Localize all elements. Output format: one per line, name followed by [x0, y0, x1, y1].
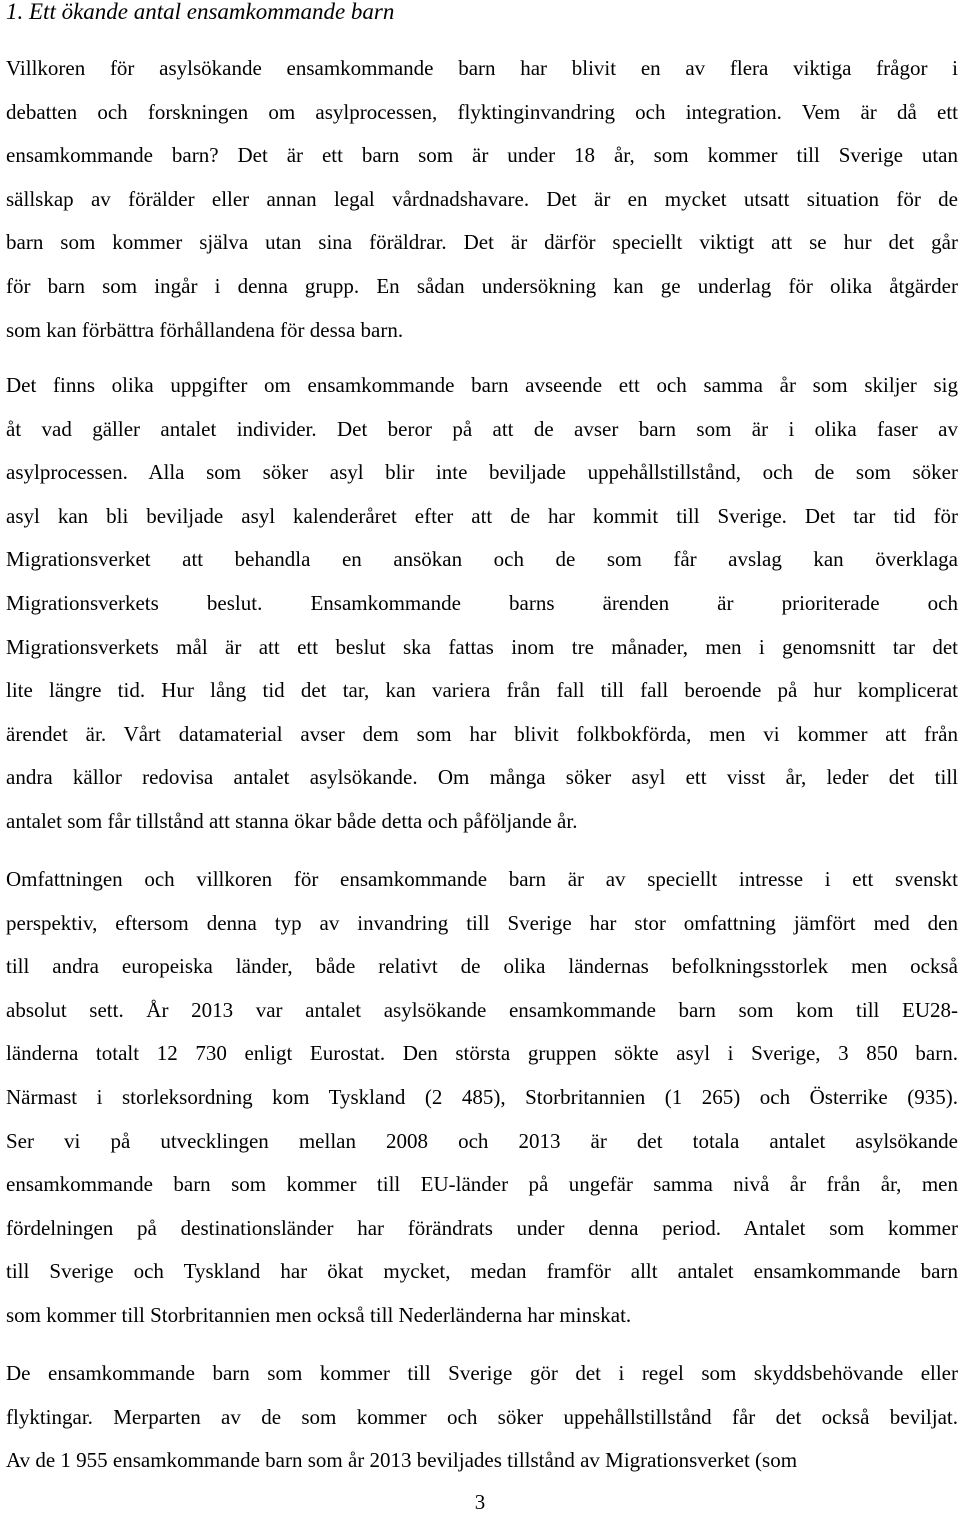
text-line: som kommer till Storbritannien men också till Nederländerna har minskat.	[6, 1302, 632, 1327]
text-line: Villkoren för asylsökande ensamkommande barn har blivit en av flera viktiga frågor i	[6, 56, 958, 80]
page-number: 3	[474, 1490, 486, 1514]
section-heading: 1. Ett ökande antal ensamkommande barn	[6, 0, 395, 24]
text-line: åt vad gäller antalet individer. Det beror på att de avser barn som är i olika faser av	[6, 416, 958, 441]
paragraph-3	[6, 858, 958, 1338]
text-line: absolut sett. År 2013 var antalet asylsökande ensamkommande barn som kom till EU28-	[6, 997, 958, 1022]
text-line: perspektiv, eftersom denna typ av invandring till Sverige har stor omfattning jämfört med den	[6, 910, 958, 935]
text-line: ensamkommande barn som kommer till EU-länder på ungefär samma nivå år från år, men	[6, 1172, 958, 1197]
text-line: Närmast i storleksordning kom Tyskland (2 485), Storbritannien (1 265) och Österrike (935).	[6, 1084, 958, 1109]
text-line: som kan förbättra förhållandena för dessa barn.	[6, 317, 404, 342]
text-line: sällskap av förälder eller annan legal vårdnadshavare. Det är en mycket utsatt situation för de	[6, 186, 958, 211]
text-line: Ser vi på utvecklingen mellan 2008 och 2013 är det totala antalet asylsökande	[6, 1128, 958, 1153]
text-line: asylprocessen. Alla som söker asyl blir inte beviljade uppehållstillstånd, och de som söker	[6, 460, 958, 485]
text-line: för barn som ingår i denna grupp. En sådan undersökning kan ge underlag för olika åtgärder	[6, 273, 958, 298]
paragraph-4	[6, 1352, 958, 1483]
text-line: Omfattningen och villkoren för ensamkommande barn är av speciellt intresse i ett svenskt	[6, 867, 958, 891]
paragraph-2	[6, 364, 958, 844]
text-line: antalet som får tillstånd att stanna ökar både detta och påföljande år.	[6, 808, 578, 833]
text-line: Migrationsverket att behandla en ansökan och de som får avslag kan överklaga	[6, 547, 958, 572]
text-line: Migrationsverkets mål är att ett beslut ska fattas inom tre månader, men i genomsnitt tar det	[6, 634, 958, 659]
text-line: länderna totalt 12 730 enligt Eurostat. Den största gruppen sökte asyl i Sverige, 3 850 barn.	[6, 1041, 958, 1066]
text-line: fördelningen på destinationsländer har förändrats under denna period. Antalet som kommer	[6, 1215, 958, 1240]
text-line: Migrationsverkets beslut. Ensamkommande barns ärenden är prioriterade och	[6, 590, 958, 615]
text-line: flyktingar. Merparten av de som kommer och söker uppehållstillstånd får det också beviljat.	[6, 1404, 958, 1429]
text-line: De ensamkommande barn som kommer till Sverige gör det i regel som skyddsbehövande eller	[6, 1361, 958, 1385]
text-line: Det finns olika uppgifter om ensamkommande barn avseende ett och samma år som skiljer sig	[6, 373, 958, 397]
text-line: asyl kan bli beviljade asyl kalenderåret efter att de har kommit till Sverige. Det tar tid för	[6, 503, 958, 528]
text-line: ensamkommande barn? Det är ett barn som är under 18 år, som kommer till Sverige utan	[6, 143, 958, 168]
text-line: ärendet är. Vårt datamaterial avser dem som har blivit folkbokförda, men vi kommer att från	[6, 721, 958, 746]
text-line: till Sverige och Tyskland har ökat mycket, medan framför allt antalet ensamkommande barn	[6, 1259, 958, 1284]
text-line: till andra europeiska länder, både relativt de olika ländernas befolkningsstorlek men också	[6, 954, 958, 979]
text-line: barn som kommer själva utan sina föräldrar. Det är därför speciellt viktigt att se hur det går	[6, 230, 958, 255]
text-line: debatten och forskningen om asylprocessen, flyktinginvandring och integration. Vem är då ett	[6, 99, 958, 124]
text-line: lite längre tid. Hur lång tid det tar, kan variera från fall till fall beroende på hur komplicerat	[6, 678, 958, 703]
text-line: Av de 1 955 ensamkommande barn som år 2013 beviljades tillstånd av Migrationsverket (som	[6, 1448, 798, 1473]
text-line: andra källor redovisa antalet asylsökande. Om många söker asyl ett visst år, leder det till	[6, 765, 958, 790]
paragraph-1	[6, 47, 958, 352]
